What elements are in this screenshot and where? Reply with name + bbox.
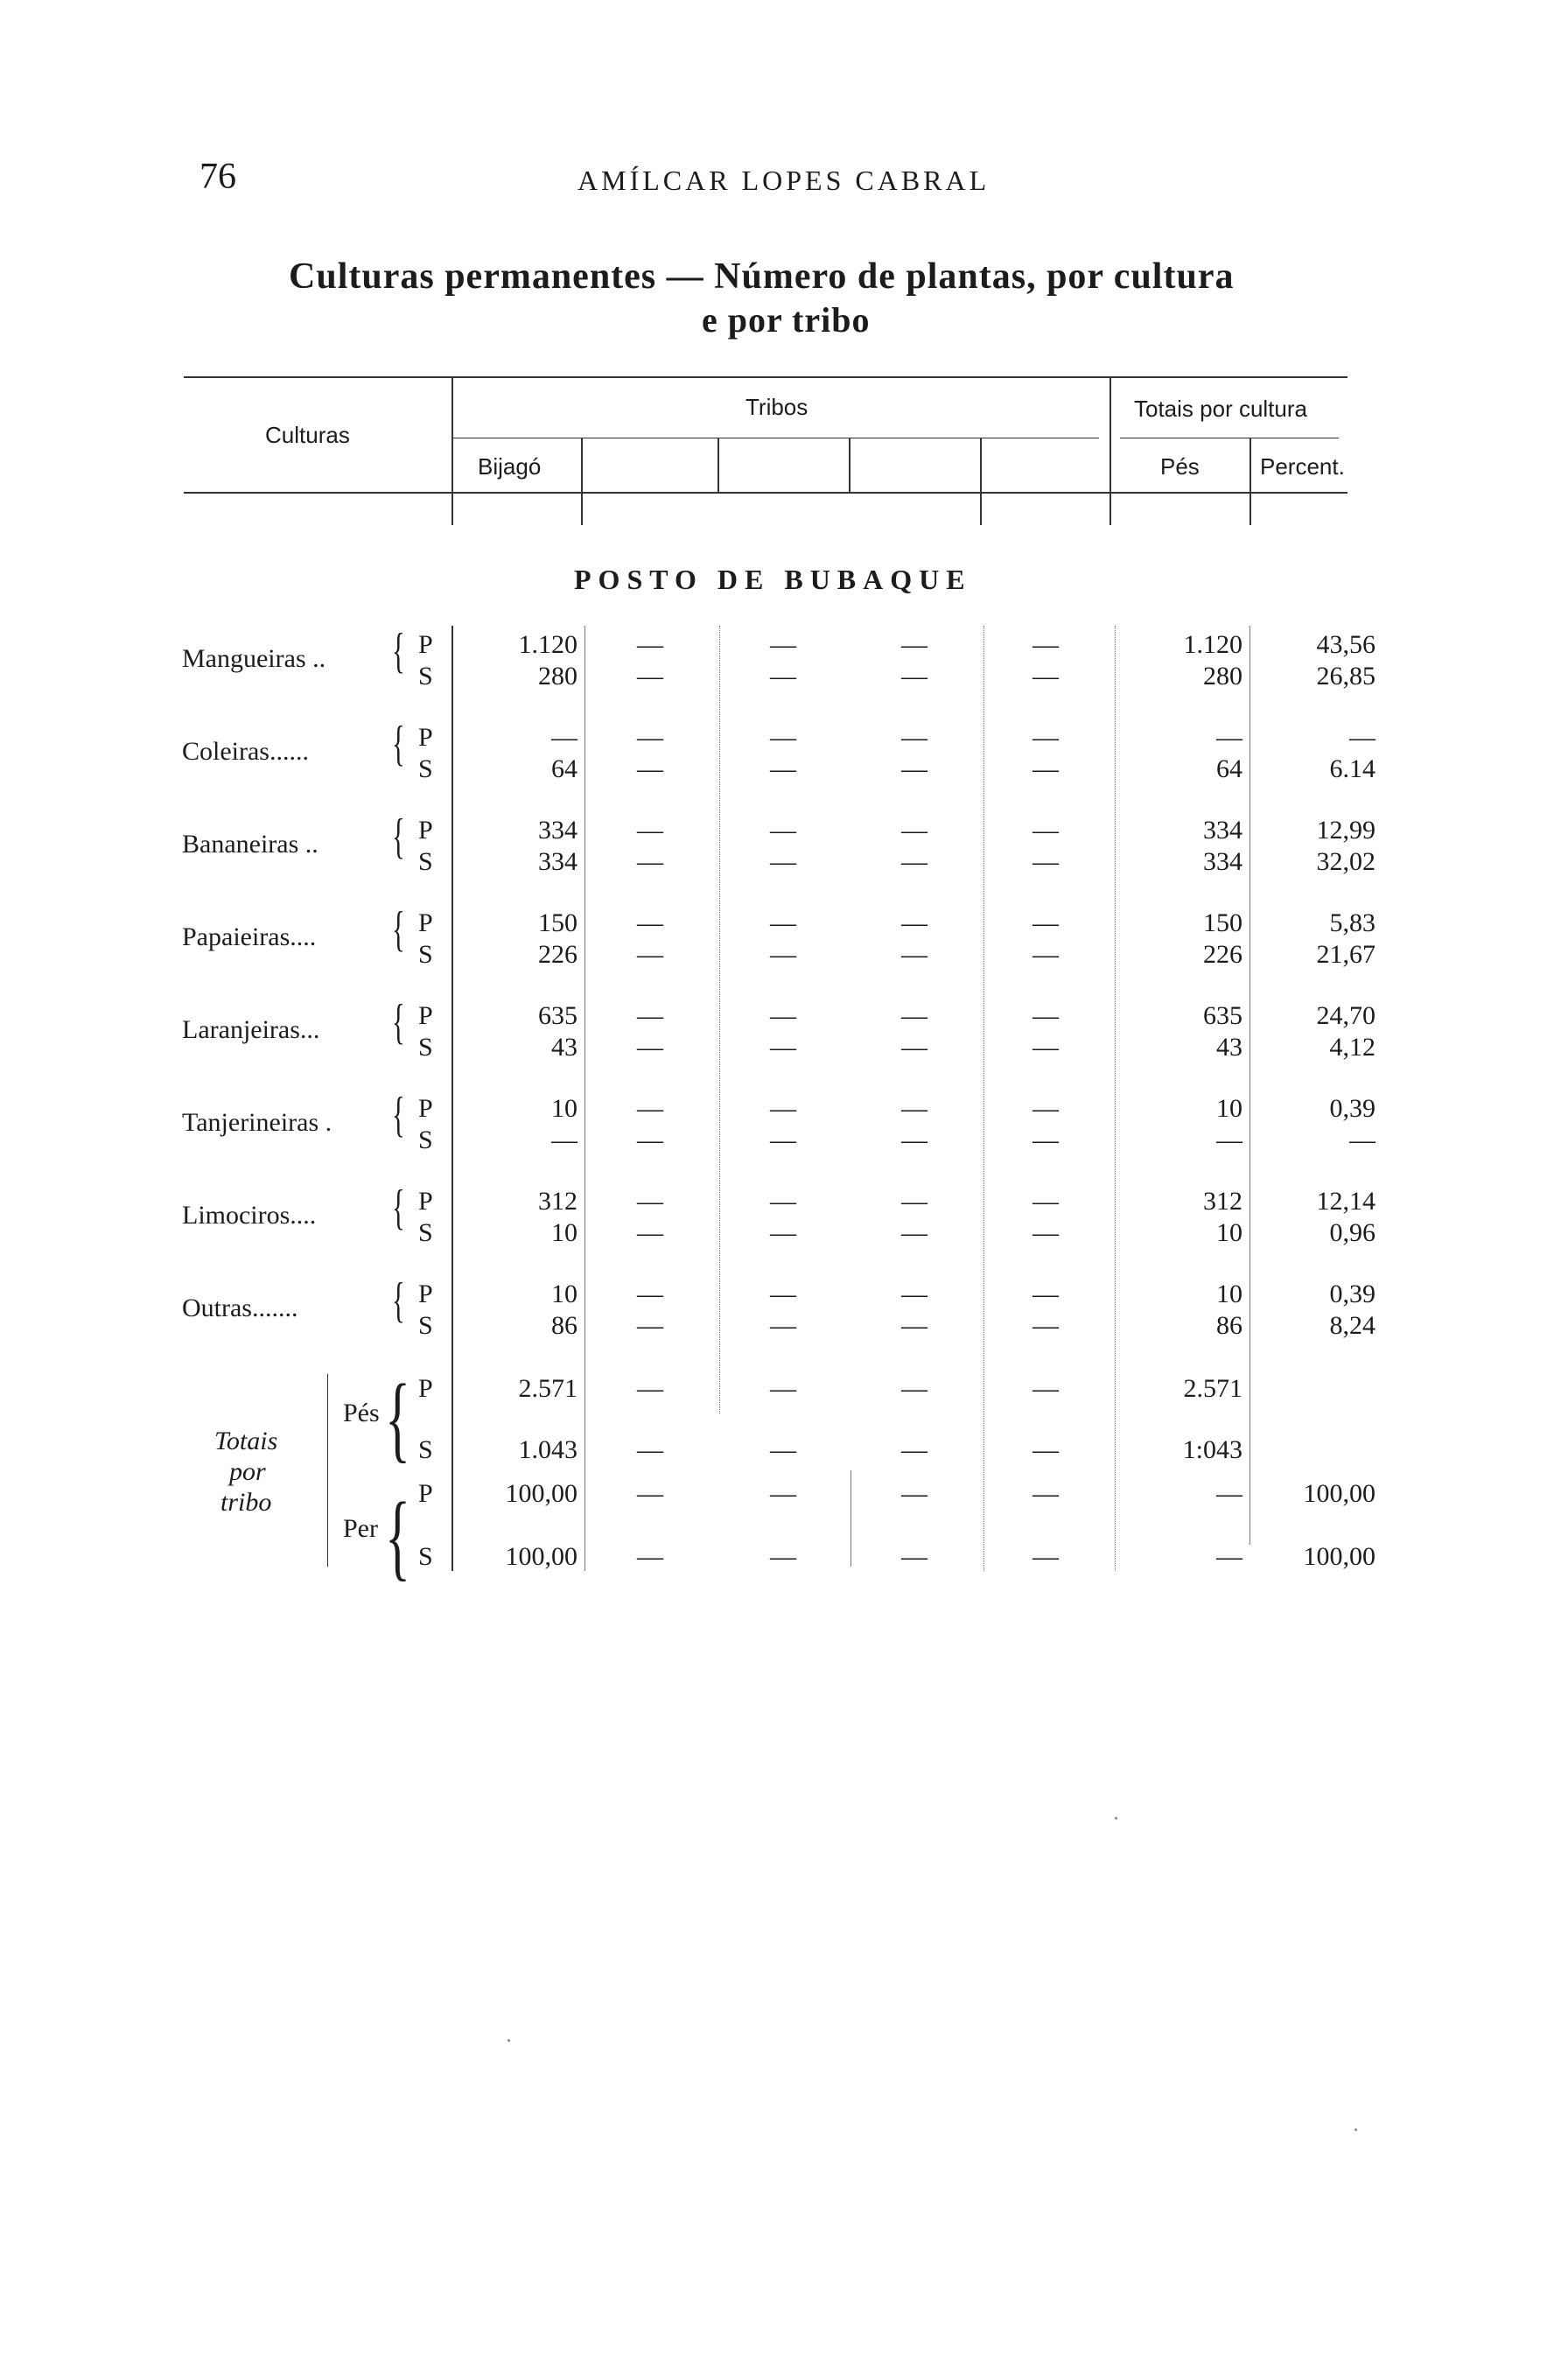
row-p-label: P [418,723,433,752]
cell-empty-tribe: — [1032,1542,1059,1571]
row-p-label: P [418,1187,433,1216]
cell-empty-tribe: — [770,723,796,752]
cell-empty-tribe: — [1032,1218,1059,1247]
totals-pes: — [1216,1479,1242,1508]
cell-empty-tribe: — [1032,754,1059,783]
cell-empty-tribe: — [1032,723,1059,752]
cell-empty-tribe: — [770,630,796,659]
totals-percent: 100,00 [1303,1542,1376,1571]
cell-empty-tribe: — [1032,1094,1059,1123]
header-divider-pes [1250,438,1251,525]
header-culturas: Culturas [265,422,350,448]
cell-empty-tribe: — [770,1001,796,1030]
page-number: 76 [200,157,236,197]
row-p-label: P [418,1280,433,1308]
cell-empty-tribe: — [637,1280,663,1308]
row-brace: { [392,1181,405,1235]
header-top-rule [184,376,1348,378]
cell-pes-p: 10 [1216,1094,1242,1123]
cell-empty-tribe: — [770,1542,796,1571]
table-title-line2: e por tribo [702,300,871,340]
cell-pes-p: 1.120 [1183,630,1242,659]
header-divider-t2 [718,438,719,492]
totals-per-brace: { [385,1483,411,1589]
cell-pes-p: 312 [1203,1187,1242,1216]
cell-bijago-s: 10 [551,1218,578,1247]
cell-empty-tribe: — [901,1374,928,1403]
cell-empty-tribe: — [770,1479,796,1508]
cell-bijago-p: 334 [538,816,578,845]
cell-empty-tribe: — [1032,1001,1059,1030]
cell-pes-p: 10 [1216,1280,1242,1308]
totals-pes-brace: { [385,1364,411,1471]
cell-empty-tribe: — [770,1435,796,1464]
cell-bijago-p: 10 [551,1094,578,1123]
header-percent: Percent. [1260,453,1345,480]
totals-pes: 2.571 [1183,1374,1242,1403]
cell-empty-tribe: — [637,662,663,691]
totals-pes: — [1216,1542,1242,1571]
cell-bijago-s: 334 [538,847,578,876]
cell-empty-tribe: — [901,940,928,969]
cell-percent-s: — [1349,1125,1376,1154]
row-culture-name: Bananeiras .. [182,830,318,859]
cell-empty-tribe: — [901,1311,928,1340]
cell-empty-tribe: — [1032,1033,1059,1062]
body-divider-t3 [850,1470,851,1567]
cell-bijago-s: 86 [551,1311,578,1340]
cell-pes-s: 64 [1216,754,1242,783]
cell-empty-tribe: — [1032,630,1059,659]
row-p-label: P [418,1094,433,1123]
totals-pes-label: Pés [343,1399,380,1427]
header-totais: Totais por cultura [1134,396,1307,422]
cell-percent-s: 8,24 [1329,1311,1376,1340]
totals-row-label: S [418,1542,433,1571]
cell-empty-tribe: — [637,754,663,783]
header-pes: Pés [1160,453,1200,480]
cell-empty-tribe: — [901,662,928,691]
cell-empty-tribe: — [1032,940,1059,969]
totals-label-line3: tribo [220,1488,272,1517]
row-p-label: P [418,908,433,937]
cell-empty-tribe: — [770,1187,796,1216]
header-divider-culturas [452,376,453,525]
body-divider-t2 [719,626,720,1413]
cell-empty-tribe: — [901,754,928,783]
row-culture-name: Tanjerineiras . [182,1108,332,1137]
cell-empty-tribe: — [1032,1435,1059,1464]
cell-empty-tribe: — [770,1218,796,1247]
cell-bijago-s: 64 [551,754,578,783]
cell-percent-s: 21,67 [1316,940,1376,969]
totals-bijago: 1.043 [518,1435,578,1464]
cell-empty-tribe: — [901,1094,928,1123]
cell-percent-p: 0,39 [1329,1280,1376,1308]
body-divider-culturas [452,626,453,1571]
cell-percent-s: 4,12 [1329,1033,1376,1062]
cell-pes-s: 226 [1203,940,1242,969]
header-divider-totais [1110,376,1111,525]
cell-bijago-s: — [551,1125,578,1154]
header-bijago: Bijagó [478,453,542,480]
totals-row-label: P [418,1374,433,1403]
cell-empty-tribe: — [637,1542,663,1571]
cell-empty-tribe: — [901,1187,928,1216]
cell-empty-tribe: — [770,940,796,969]
cell-bijago-s: 226 [538,940,578,969]
cell-pes-s: 86 [1216,1311,1242,1340]
cell-pes-s: — [1216,1125,1242,1154]
row-culture-name: Laranjeiras... [182,1015,320,1044]
cell-bijago-p: 150 [538,908,578,937]
totals-pes: 1:043 [1182,1435,1242,1464]
cell-empty-tribe: — [637,1187,663,1216]
cell-percent-p: — [1349,723,1376,752]
cell-empty-tribe: — [637,908,663,937]
cell-pes-s: 10 [1216,1218,1242,1247]
cell-empty-tribe: — [770,662,796,691]
cell-empty-tribe: — [1032,1125,1059,1154]
cell-empty-tribe: — [901,1542,928,1571]
row-culture-name: Coleiras...... [182,737,309,766]
cell-empty-tribe: — [901,723,928,752]
row-s-label: S [418,1125,433,1154]
cell-empty-tribe: — [901,816,928,845]
page-speck [508,2039,510,2042]
cell-percent-p: 12,14 [1316,1187,1376,1216]
row-culture-name: Outras....... [182,1294,298,1322]
row-s-label: S [418,1218,433,1247]
totals-bijago: 100,00 [505,1479,578,1508]
totals-bracket-left [327,1374,328,1567]
row-brace: { [392,1088,405,1142]
header-divider-t4 [980,438,982,525]
row-culture-name: Limociros.... [182,1201,317,1230]
header-tribos: Tribos [746,394,808,420]
cell-pes-p: 150 [1203,908,1242,937]
cell-empty-tribe: — [901,847,928,876]
cell-bijago-p: 635 [538,1001,578,1030]
cell-pes-s: 334 [1203,847,1242,876]
row-s-label: S [418,754,433,783]
section-title: POSTO DE BUBAQUE [574,564,972,595]
totals-row-label: P [418,1479,433,1508]
cell-bijago-p: 312 [538,1187,578,1216]
cell-empty-tribe: — [637,1094,663,1123]
cell-empty-tribe: — [1032,1374,1059,1403]
totals-row-label: S [418,1435,433,1464]
row-s-label: S [418,662,433,691]
cell-empty-tribe: — [637,1479,663,1508]
cell-empty-tribe: — [770,847,796,876]
cell-bijago-s: 43 [551,1033,578,1062]
cell-empty-tribe: — [637,723,663,752]
cell-percent-s: 26,85 [1316,662,1376,691]
row-p-label: P [418,816,433,845]
cell-empty-tribe: — [637,630,663,659]
cell-empty-tribe: — [770,816,796,845]
row-brace: { [392,810,405,864]
totals-label-line1: Totais [214,1427,278,1455]
cell-empty-tribe: — [637,1033,663,1062]
cell-empty-tribe: — [1032,908,1059,937]
cell-empty-tribe: — [1032,1311,1059,1340]
header-bottom-rule [184,492,1348,494]
page-speck [1354,2128,1357,2131]
cell-empty-tribe: — [770,754,796,783]
cell-empty-tribe: — [901,908,928,937]
cell-empty-tribe: — [637,816,663,845]
row-brace: { [392,1273,405,1328]
row-culture-name: Papaieiras.... [182,922,317,951]
row-culture-name: Mangueiras .. [182,644,326,673]
totals-percent: 100,00 [1303,1479,1376,1508]
cell-percent-s: 0,96 [1329,1218,1376,1247]
cell-pes-p: 635 [1203,1001,1242,1030]
cell-pes-s: 43 [1216,1033,1242,1062]
totals-bijago: 2.571 [518,1374,578,1403]
row-brace: { [392,902,405,957]
cell-empty-tribe: — [1032,1187,1059,1216]
cell-pes-s: 280 [1203,662,1242,691]
cell-empty-tribe: — [901,630,928,659]
cell-bijago-p: — [551,723,578,752]
cell-empty-tribe: — [770,1311,796,1340]
header-divider-t3 [849,438,850,492]
cell-empty-tribe: — [1032,847,1059,876]
cell-empty-tribe: — [637,1311,663,1340]
row-s-label: S [418,940,433,969]
row-s-label: S [418,847,433,876]
running-head: AMÍLCAR LOPES CABRAL [578,165,990,196]
row-brace: { [392,995,405,1049]
totals-bijago: 100,00 [505,1542,578,1571]
cell-empty-tribe: — [637,940,663,969]
cell-empty-tribe: — [637,1001,663,1030]
cell-empty-tribe: — [901,1280,928,1308]
cell-empty-tribe: — [770,908,796,937]
cell-percent-p: 0,39 [1329,1094,1376,1123]
cell-percent-s: 6.14 [1329,754,1376,783]
cell-percent-p: 24,70 [1316,1001,1376,1030]
cell-pes-p: 334 [1203,816,1242,845]
totals-per-label: Per [343,1514,378,1543]
cell-percent-p: 43,56 [1316,630,1376,659]
cell-empty-tribe: — [1032,1479,1059,1508]
body-divider-bijago [584,626,585,1571]
cell-empty-tribe: — [770,1125,796,1154]
cell-percent-p: 12,99 [1316,816,1376,845]
cell-empty-tribe: — [901,1033,928,1062]
body-divider-totais [1115,626,1116,1571]
cell-bijago-p: 10 [551,1280,578,1308]
cell-empty-tribe: — [770,1094,796,1123]
cell-empty-tribe: — [637,1435,663,1464]
cell-percent-s: 32,02 [1316,847,1376,876]
cell-empty-tribe: — [1032,662,1059,691]
cell-percent-p: 5,83 [1329,908,1376,937]
cell-empty-tribe: — [901,1435,928,1464]
row-s-label: S [418,1033,433,1062]
row-p-label: P [418,1001,433,1030]
totals-label-line2: por [229,1457,266,1486]
cell-bijago-s: 280 [538,662,578,691]
cell-bijago-p: 1.120 [518,630,578,659]
cell-pes-p: — [1216,723,1242,752]
cell-empty-tribe: — [770,1033,796,1062]
table-title: Culturas permanentes — Número de plantas, por cultura [289,256,1235,297]
cell-empty-tribe: — [901,1479,928,1508]
page-speck [1115,1817,1117,1820]
cell-empty-tribe: — [637,847,663,876]
cell-empty-tribe: — [637,1125,663,1154]
header-divider-bijago [581,438,583,525]
cell-empty-tribe: — [1032,1280,1059,1308]
cell-empty-tribe: — [1032,816,1059,845]
cell-empty-tribe: — [901,1218,928,1247]
row-brace: { [392,624,405,678]
cell-empty-tribe: — [637,1218,663,1247]
cell-empty-tribe: — [770,1280,796,1308]
cell-empty-tribe: — [901,1125,928,1154]
cell-empty-tribe: — [637,1374,663,1403]
row-brace: { [392,717,405,771]
row-s-label: S [418,1311,433,1340]
cell-empty-tribe: — [901,1001,928,1030]
cell-empty-tribe: — [770,1374,796,1403]
row-p-label: P [418,630,433,659]
